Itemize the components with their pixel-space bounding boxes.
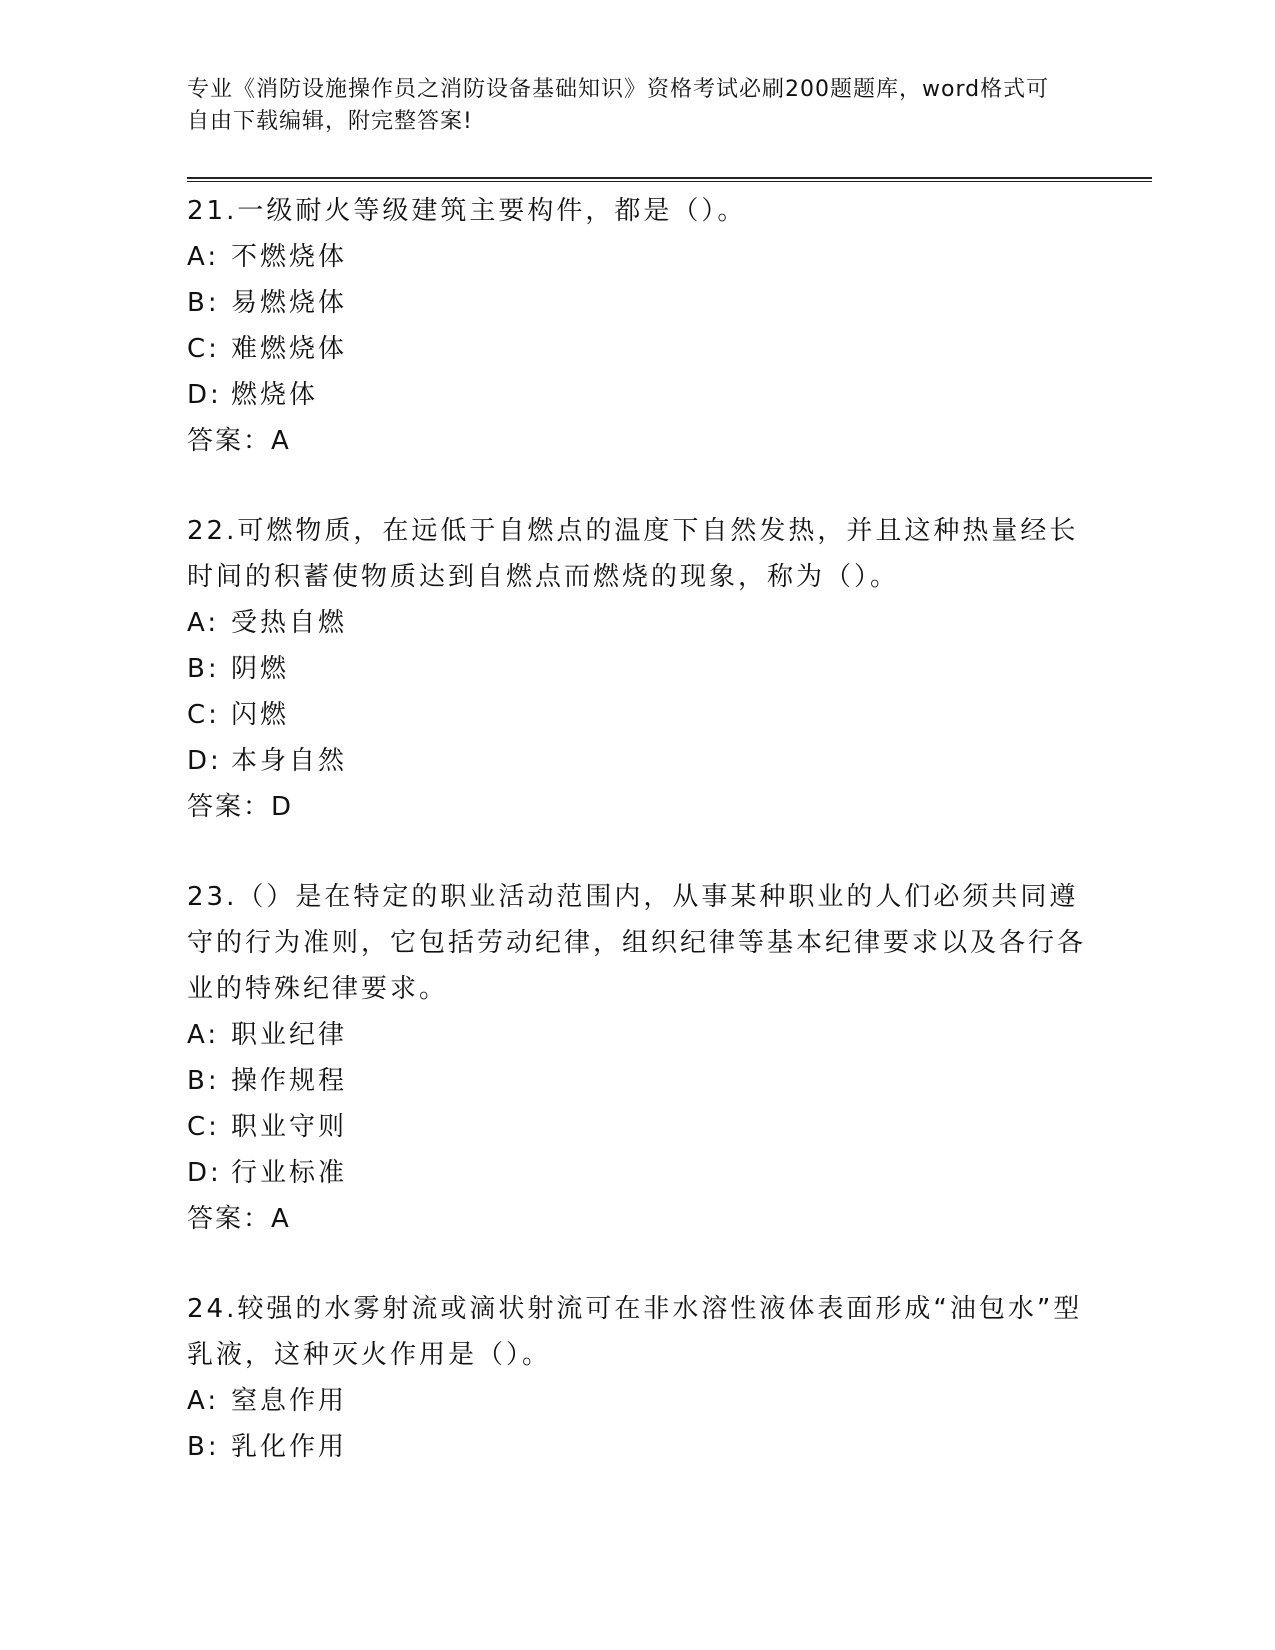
option-letter: C: xyxy=(187,700,220,730)
question-stem: 24.较强的水雾射流或滴状射流可在非水溶性液体表面形成“油包水”型乳液，这种灭火作用是（）。 xyxy=(187,1294,1083,1370)
option-d xyxy=(187,372,1087,418)
option-text: 本身自然 xyxy=(231,746,348,776)
question-24 xyxy=(187,1286,1087,1470)
option-letter: B: xyxy=(187,288,220,318)
option-letter: B: xyxy=(187,1432,220,1462)
answer-line: 答案：A xyxy=(187,1204,291,1234)
option-letter: D: xyxy=(187,380,222,410)
option-text: 职业守则 xyxy=(231,1112,348,1142)
question-21 xyxy=(187,188,1087,464)
option-letter: A: xyxy=(187,242,220,272)
option-text: 燃烧体 xyxy=(231,380,319,410)
question-stem: 21.一级耐火等级建筑主要构件，都是（）。 xyxy=(187,196,747,226)
question-23 xyxy=(187,874,1087,1242)
option-d xyxy=(187,738,1087,784)
document-header: 专业《消防设施操作员之消防设备基础知识》资格考试必刷200题题库，word格式可自由下载编辑，附完整答案! xyxy=(187,77,1050,134)
option-letter: B: xyxy=(187,1066,220,1096)
option-b xyxy=(187,646,1087,692)
question-22 xyxy=(187,508,1087,830)
option-c xyxy=(187,1104,1087,1150)
option-text: 闪燃 xyxy=(231,700,290,730)
option-text: 职业纪律 xyxy=(231,1020,348,1050)
option-a xyxy=(187,1378,1087,1424)
option-b xyxy=(187,1058,1087,1104)
option-letter: B: xyxy=(187,654,220,684)
answer-line: 答案：A xyxy=(187,426,291,456)
option-letter: A: xyxy=(187,608,220,638)
option-a xyxy=(187,1012,1087,1058)
option-c xyxy=(187,326,1087,372)
option-text: 受热自燃 xyxy=(231,608,348,638)
option-a xyxy=(187,600,1087,646)
option-d xyxy=(187,1150,1087,1196)
option-letter: D: xyxy=(187,746,222,776)
option-letter: A: xyxy=(187,1020,220,1050)
option-text: 行业标准 xyxy=(231,1158,348,1188)
question-stem: 23.（）是在特定的职业活动范围内，从事某种职业的人们必须共同遵守的行为准则，它包括劳动纪律，组织纪律等基本纪律要求以及各行各业的特殊纪律要求。 xyxy=(187,882,1087,1004)
option-a xyxy=(187,234,1087,280)
option-text: 乳化作用 xyxy=(231,1432,348,1462)
option-b xyxy=(187,1424,1087,1470)
question-stem: 22.可燃物质，在远低于自燃点的温度下自然发热，并且这种热量经长时间的积蓄使物质达到自燃点而燃烧的现象，称为（）。 xyxy=(187,516,1079,592)
option-letter: C: xyxy=(187,334,220,364)
option-text: 窒息作用 xyxy=(231,1386,348,1416)
option-text: 阴燃 xyxy=(231,654,290,684)
header-divider xyxy=(187,177,1152,182)
option-letter: A: xyxy=(187,1386,220,1416)
option-b xyxy=(187,280,1087,326)
question-list xyxy=(187,188,1087,1514)
option-text: 易燃烧体 xyxy=(231,288,348,318)
option-letter: D: xyxy=(187,1158,222,1188)
answer-line: 答案：D xyxy=(187,792,294,822)
option-c xyxy=(187,692,1087,738)
option-letter: C: xyxy=(187,1112,220,1142)
option-text: 不燃烧体 xyxy=(231,242,348,272)
option-text: 难燃烧体 xyxy=(231,334,348,364)
option-text: 操作规程 xyxy=(231,1066,348,1096)
